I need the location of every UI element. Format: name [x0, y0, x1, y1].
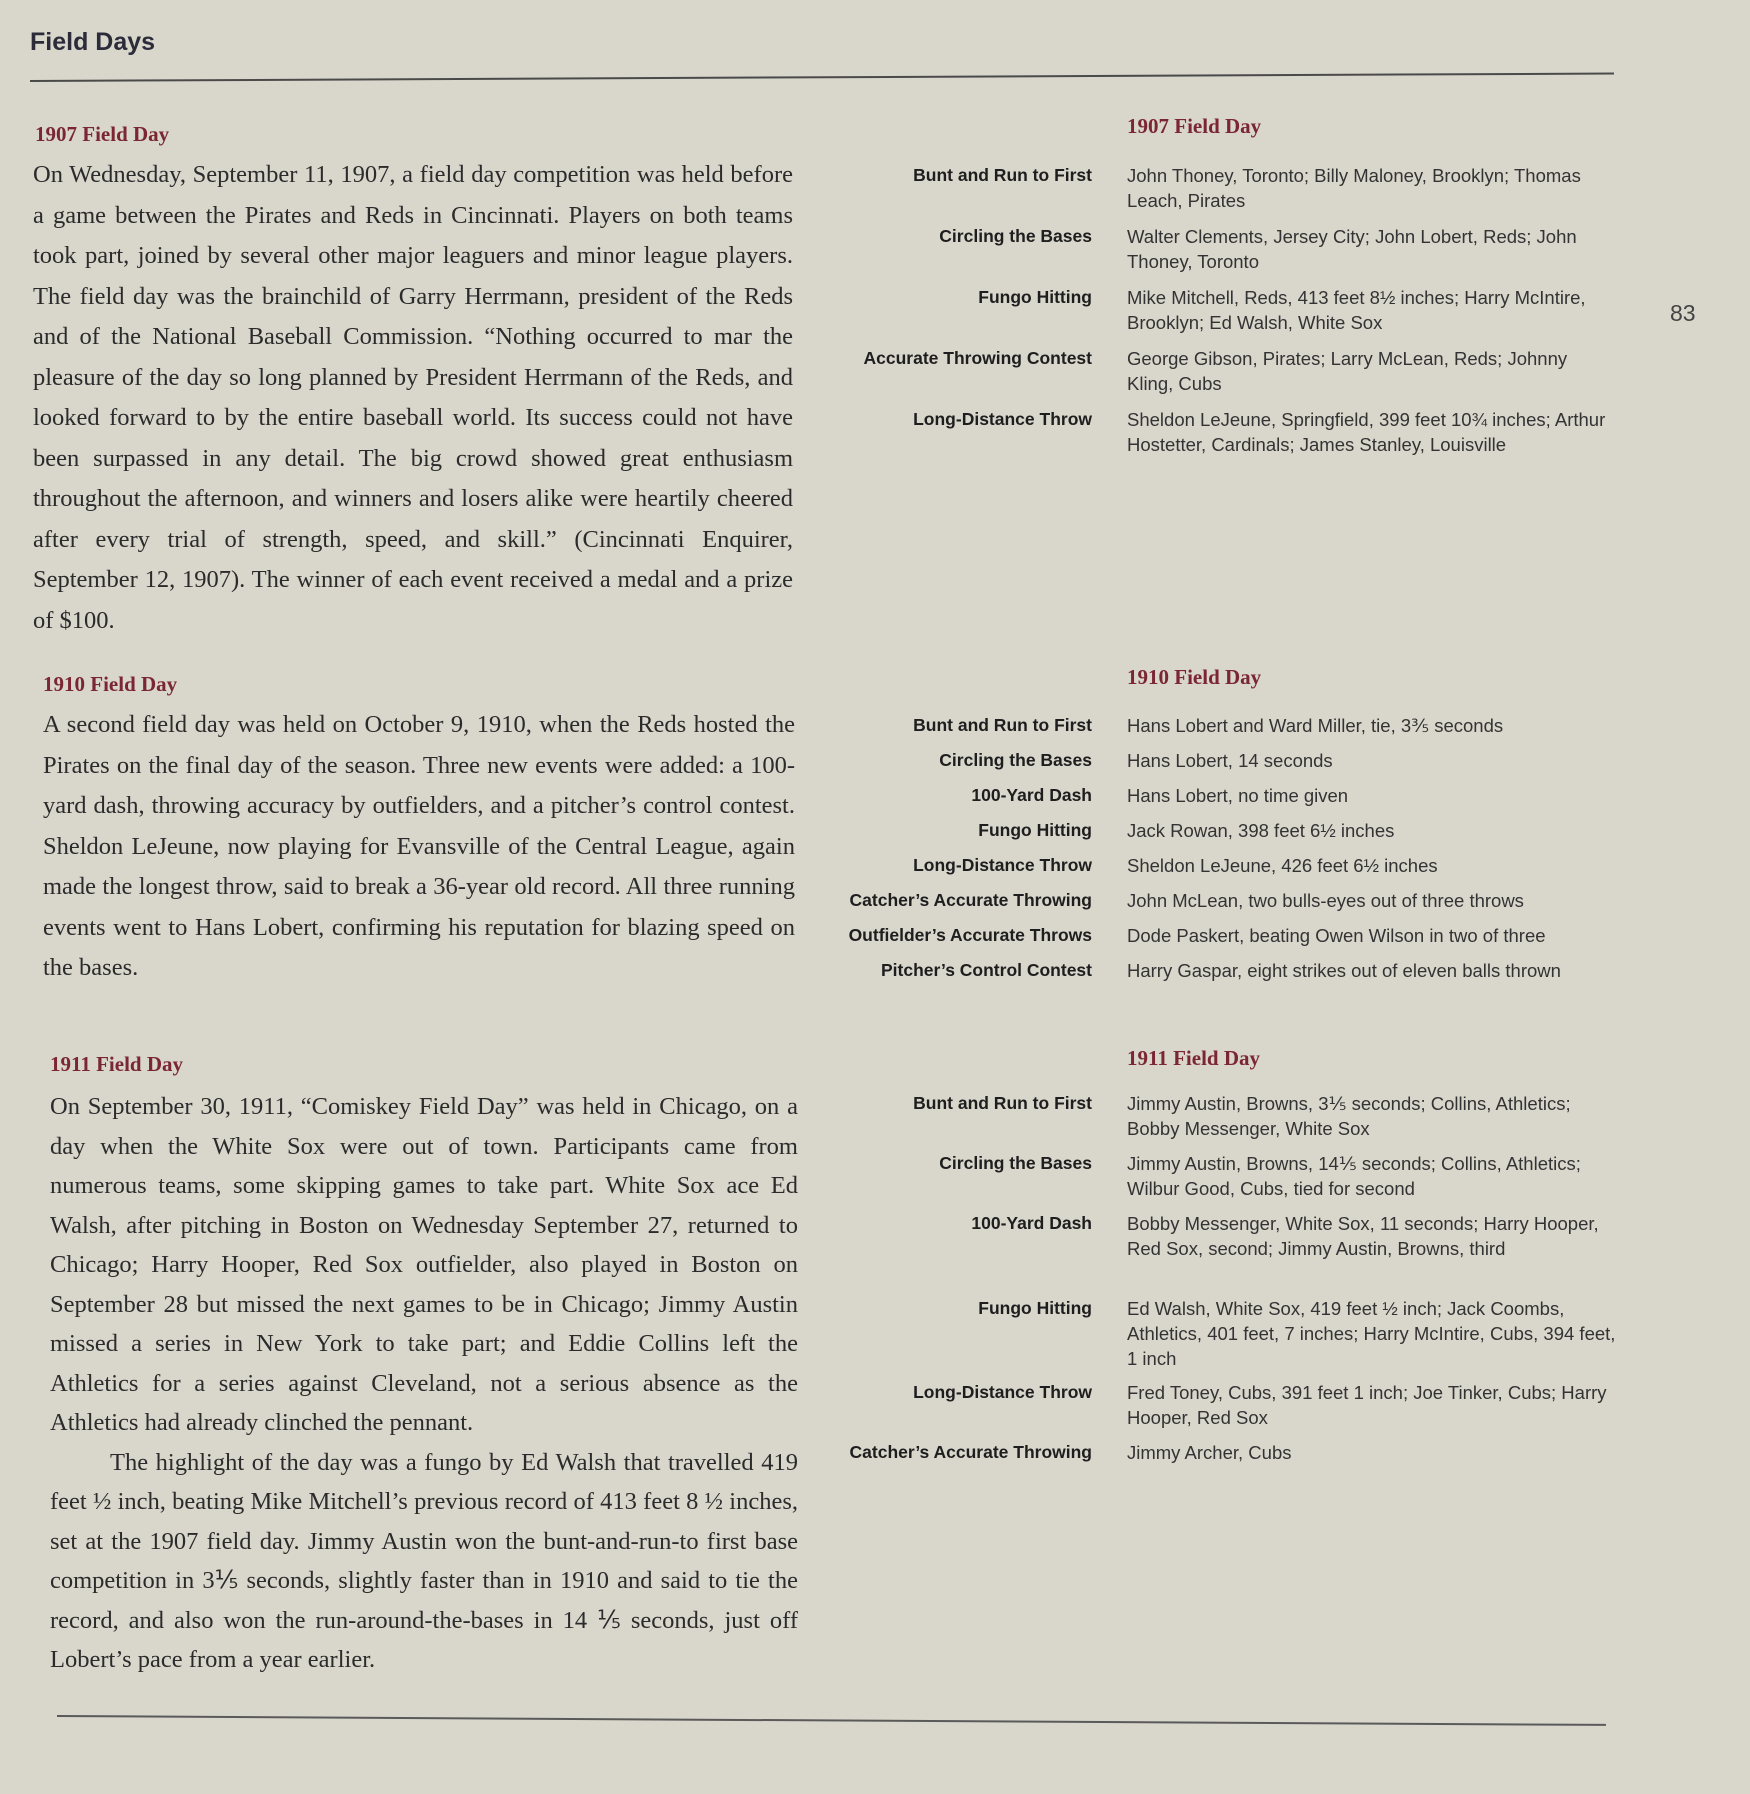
event-name: Catcher’s Accurate Throwing — [849, 1442, 1092, 1462]
event-result: Sheldon LeJeune, Springfield, 399 feet 10¾ inches; Arthur Hostetter, Cardinals; James Stanley, Louisville — [1127, 409, 1606, 455]
event-result: George Gibson, Pirates; Larry McLean, Reds; Johnny Kling, Cubs — [1127, 348, 1568, 394]
page-title: Field Days — [30, 28, 156, 56]
article-paragraph: On September 30, 1911, “Comiskey Field Day” was held in Chicago, on a day when the White Sox were out of town. Participants came from numerous teams, some skipping games to take part. White Sox ace Ed Walsh, after pitching in Boston on Wednesday September 27, returned to Chicago; Harry Hooper, Red Sox outfielder, also played in Boston on September 28 but missed the next games to be in Chicago; Jimmy Austin missed a series in New York to take part; and Eddie Collins left the Athletics for a series against Cleveland, not a serious absence as the Athletics had already clinched the pennant. — [50, 1093, 798, 1436]
event-name: Long-Distance Throw — [913, 855, 1092, 875]
event-name: Circling the Bases — [939, 226, 1092, 246]
event-result: Jimmy Archer, Cubs — [1127, 1442, 1292, 1463]
event-result: Bobby Messenger, White Sox, 11 seconds; Harry Hooper, Red Sox, second; Jimmy Austin, Browns, third — [1127, 1213, 1599, 1259]
event-name: Bunt and Run to First — [913, 715, 1092, 735]
article-body-1907 — [33, 155, 793, 641]
event-result: Hans Lobert and Ward Miller, tie, 3⅗ seconds — [1127, 715, 1504, 736]
event-result: Jimmy Austin, Browns, 3⅕ seconds; Collins, Athletics; Bobby Messenger, White Sox — [1127, 1093, 1571, 1139]
event-result: Sheldon LeJeune, 426 feet 6½ inches — [1127, 855, 1438, 876]
page-number: 83 — [1670, 300, 1696, 326]
article-paragraph: A second field day was held on October 9, 1910, when the Reds hosted the Pirates on the final day of the season. Three new events were added: a 100-yard dash, throwing accuracy by outfielders, and a pitcher’s control contest. Sheldon LeJeune, now playing for Evansville of the Central League, again made the longest throw, said to break a 36-year old record. All three running events went to Hans Lobert, confirming his reputation for blazing speed on the bases. — [43, 711, 795, 981]
event-name: Accurate Throwing Contest — [863, 348, 1092, 368]
results-heading-1907: 1907 Field Day — [1127, 114, 1262, 138]
event-name: Bunt and Run to First — [913, 1093, 1092, 1113]
event-result: Walter Clements, Jersey City; John Lobert, Reds; John Thoney, Toronto — [1127, 226, 1577, 272]
event-name: Fungo Hitting — [978, 820, 1092, 840]
event-result: John McLean, two bulls-eyes out of three throws — [1127, 890, 1524, 911]
event-name: Bunt and Run to First — [913, 165, 1092, 185]
article-body-1911 — [50, 1087, 798, 1680]
results-heading-1910: 1910 Field Day — [1127, 665, 1262, 689]
event-name: Outfielder’s Accurate Throws — [848, 925, 1092, 945]
event-result: Jimmy Austin, Browns, 14⅕ seconds; Collins, Athletics; Wilbur Good, Cubs, tied for second — [1127, 1153, 1581, 1199]
results-heading-1911: 1911 Field Day — [1127, 1046, 1261, 1070]
article-paragraph: On Wednesday, September 11, 1907, a field day competition was held before a game between the Pirates and Reds in Cincinnati. Players on both teams took part, joined by several other major leaguers and minor league players. The field day was the brainchild of Garry Herrmann, president of the Reds and of the National Baseball Commission. “Nothing occurred to mar the pleasure of the day so long planned by President Herrmann of the Reds, and looked forward to by the entire baseball world. Its success could not have been surpassed in any detail. The big crowd showed great enthusiasm throughout the afternoon, and winners and losers alike were heartily cheered after every trial of strength, speed, and skill.” (Cincinnati Enquirer, September 12, 1907). The winner of each event received a medal and a prize of $100. — [33, 161, 793, 634]
event-name: Fungo Hitting — [978, 1298, 1092, 1318]
event-result: Dode Paskert, beating Owen Wilson in two of three — [1127, 925, 1546, 946]
event-result: Jack Rowan, 398 feet 6½ inches — [1127, 820, 1395, 841]
top-divider — [30, 73, 1614, 82]
event-name: Circling the Bases — [939, 750, 1092, 770]
bottom-divider — [57, 1715, 1606, 1726]
event-name: Long-Distance Throw — [913, 409, 1092, 429]
event-name: Circling the Bases — [939, 1153, 1092, 1173]
event-result: Hans Lobert, 14 seconds — [1127, 750, 1333, 771]
event-name: Fungo Hitting — [978, 287, 1092, 307]
event-result: Fred Toney, Cubs, 391 feet 1 inch; Joe Tinker, Cubs; Harry Hooper, Red Sox — [1127, 1382, 1607, 1428]
event-name: 100-Yard Dash — [971, 1213, 1092, 1233]
event-result: Ed Walsh, White Sox, 419 feet ½ inch; Jack Coombs, Athletics, 401 feet, 7 inches; Harry McIntire, Cubs, 394 feet, 1 inch — [1127, 1298, 1616, 1369]
article-heading-1910: 1910 Field Day — [43, 672, 178, 696]
article-body-1910 — [43, 705, 795, 989]
event-name: Pitcher’s Control Contest — [881, 960, 1092, 980]
event-name: Long-Distance Throw — [913, 1382, 1092, 1402]
event-result: John Thoney, Toronto; Billy Maloney, Brooklyn; Thomas Leach, Pirates — [1127, 165, 1581, 211]
event-result: Harry Gaspar, eight strikes out of eleven balls thrown — [1127, 960, 1561, 981]
article-heading-1911: 1911 Field Day — [50, 1052, 184, 1076]
event-result: Mike Mitchell, Reds, 413 feet 8½ inches; Harry McIntire, Brooklyn; Ed Walsh, White Sox — [1127, 287, 1586, 333]
event-result: Hans Lobert, no time given — [1127, 785, 1349, 806]
article-paragraph: The highlight of the day was a fungo by Ed Walsh that travelled 419 feet ½ inch, beating Mike Mitchell’s previous record of 413 feet 8 ½ inches, set at the 1907 field day. Jimmy Austin won the bunt-and-run-to first base competition in 3⅕ seconds, slightly faster than in 1910 and said to tie the record, and also won the run-around-the-bases in 14 ⅕ seconds, just off Lobert’s pace from a year earlier. — [50, 1448, 798, 1673]
article-heading-1907: 1907 Field Day — [35, 122, 170, 146]
event-name: Catcher’s Accurate Throwing — [849, 890, 1092, 910]
event-name: 100-Yard Dash — [971, 785, 1092, 805]
